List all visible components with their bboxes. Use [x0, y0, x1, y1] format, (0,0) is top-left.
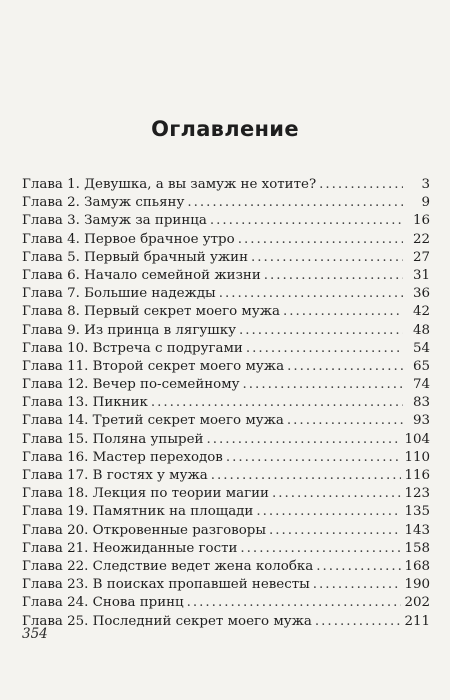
toc-leader-dots [313, 576, 402, 594]
toc-entry [22, 613, 430, 631]
toc-leader-dots [151, 394, 403, 412]
toc-title: Оглавление [151, 117, 299, 141]
toc-entry [22, 194, 430, 212]
toc-leader-dots [246, 340, 403, 358]
toc-entry-label: Глава 8. Первый секрет моего мужа [22, 304, 281, 320]
toc-entry [22, 376, 430, 394]
toc-entry-page: 211 [404, 613, 430, 629]
toc-entry-page: 74 [412, 377, 430, 393]
toc-leader-dots [219, 285, 403, 303]
toc-entry-page: 31 [412, 267, 430, 283]
toc-entry [22, 449, 430, 467]
toc-leader-dots [316, 558, 401, 576]
toc-leader-dots [315, 613, 402, 631]
toc-entry-label: Глава 7. Большие надежды [22, 286, 216, 302]
toc-entry [22, 522, 430, 540]
toc-entry-label: Глава 24. Снова принц [22, 595, 184, 611]
toc-entry-page: 202 [404, 595, 430, 611]
toc-entry [22, 212, 430, 230]
toc-entry-label: Глава 22. Следствие ведет жена колобка [22, 558, 314, 574]
toc-entry [22, 231, 430, 249]
toc-entry [22, 576, 430, 594]
toc-entry [22, 267, 430, 285]
toc-entry-page: 16 [412, 213, 430, 229]
toc-entry [22, 540, 430, 558]
toc-entry [22, 558, 430, 576]
toc-leader-dots [269, 522, 401, 540]
toc-entry [22, 249, 430, 267]
toc-entry [22, 467, 430, 485]
toc-entry [22, 485, 430, 503]
toc-entry [22, 303, 430, 321]
toc-entry-page: 83 [412, 395, 430, 411]
toc-leader-dots [239, 322, 403, 340]
toc-entry-page: 93 [412, 413, 430, 429]
toc-entry-page: 22 [412, 231, 430, 247]
toc-entry-page: 143 [404, 522, 430, 538]
toc-entry-label: Глава 12. Вечер по-семейному [22, 377, 240, 393]
toc-entry-label: Глава 15. Поляна упырей [22, 431, 204, 447]
toc-leader-dots [206, 431, 401, 449]
toc-leader-dots [210, 212, 403, 230]
toc-leader-dots [287, 412, 403, 430]
toc-leader-dots [226, 449, 402, 467]
toc-list [22, 176, 430, 631]
toc-entry-label: Глава 20. Откровенные разговоры [22, 522, 266, 538]
toc-leader-dots [287, 358, 403, 376]
toc-entry [22, 594, 430, 612]
toc-leader-dots [243, 376, 403, 394]
toc-entry-label: Глава 2. Замуж спьяну [22, 195, 185, 211]
toc-entry-page: 104 [404, 431, 430, 447]
toc-leader-dots [240, 540, 401, 558]
toc-entry-label: Глава 1. Девушка, а вы замуж не хотите? [22, 177, 317, 192]
toc-entry-page: 168 [404, 558, 430, 574]
toc-entry-label: Глава 16. Мастер переходов [22, 449, 223, 465]
toc-entry [22, 358, 430, 376]
page-number: 354 [22, 626, 48, 642]
toc-leader-dots [264, 267, 403, 285]
toc-entry-page: 36 [412, 286, 430, 302]
toc-entry-label: Глава 14. Третий секрет моего мужа [22, 413, 284, 429]
toc-leader-dots [272, 485, 401, 503]
toc-entry-label: Глава 4. Первое брачное утро [22, 231, 235, 247]
toc-entry-page: 3 [421, 177, 430, 192]
toc-entry-label: Глава 23. В поисках пропавшей невесты [22, 577, 310, 593]
toc-entry-label: Глава 17. В гостях у мужа [22, 468, 208, 483]
toc-leader-dots [238, 231, 403, 249]
toc-entry [22, 431, 430, 449]
toc-entry [22, 503, 430, 521]
toc-entry-page: 135 [404, 504, 430, 520]
toc-leader-dots [251, 249, 403, 267]
toc-leader-dots [187, 194, 403, 212]
toc-entry-page: 27 [412, 249, 430, 265]
toc-entry-page: 9 [421, 195, 430, 211]
toc-entry-page: 190 [404, 577, 430, 593]
toc-entry-label: Глава 3. Замуж за принца [22, 213, 207, 229]
toc-entry [22, 412, 430, 430]
toc-entry [22, 285, 430, 303]
toc-entry-label: Глава 5. Первый брачный ужин [22, 249, 248, 265]
toc-entry [22, 340, 430, 358]
toc-leader-dots [283, 303, 403, 321]
toc-entry-label: Глава 10. Встреча с подругами [22, 340, 243, 356]
toc-entry-page: 65 [412, 358, 430, 374]
toc-entry-page: 42 [412, 304, 430, 320]
toc-entry-page: 54 [412, 340, 430, 356]
toc-entry-page: 116 [404, 468, 430, 483]
toc-entry-page: 110 [404, 449, 430, 465]
toc-entry-label: Глава 18. Лекция по теории магии [22, 486, 269, 502]
toc-leader-dots [256, 503, 401, 521]
toc-entry-label: Глава 9. Из принца в лягушку [22, 322, 236, 338]
toc-entry-label: Глава 25. Последний секрет моего мужа [22, 613, 312, 629]
toc-leader-dots [187, 594, 402, 612]
toc-entry-label: Глава 19. Памятник на площади [22, 504, 254, 520]
toc-entry [22, 394, 430, 412]
toc-entry-label: Глава 13. Пикник [22, 395, 148, 411]
toc-leader-dots [211, 467, 402, 485]
toc-entry-page: 123 [404, 486, 430, 502]
toc-entry-label: Глава 21. Неожиданные гости [22, 540, 238, 556]
toc-entry-label: Глава 6. Начало семейной жизни [22, 267, 261, 283]
toc-entry [22, 176, 430, 194]
toc-entry [22, 322, 430, 340]
toc-entry-label: Глава 11. Второй секрет моего мужа [22, 358, 285, 374]
toc-entry-page: 158 [404, 540, 430, 556]
toc-leader-dots [319, 176, 403, 194]
toc-entry-page: 48 [412, 322, 430, 338]
